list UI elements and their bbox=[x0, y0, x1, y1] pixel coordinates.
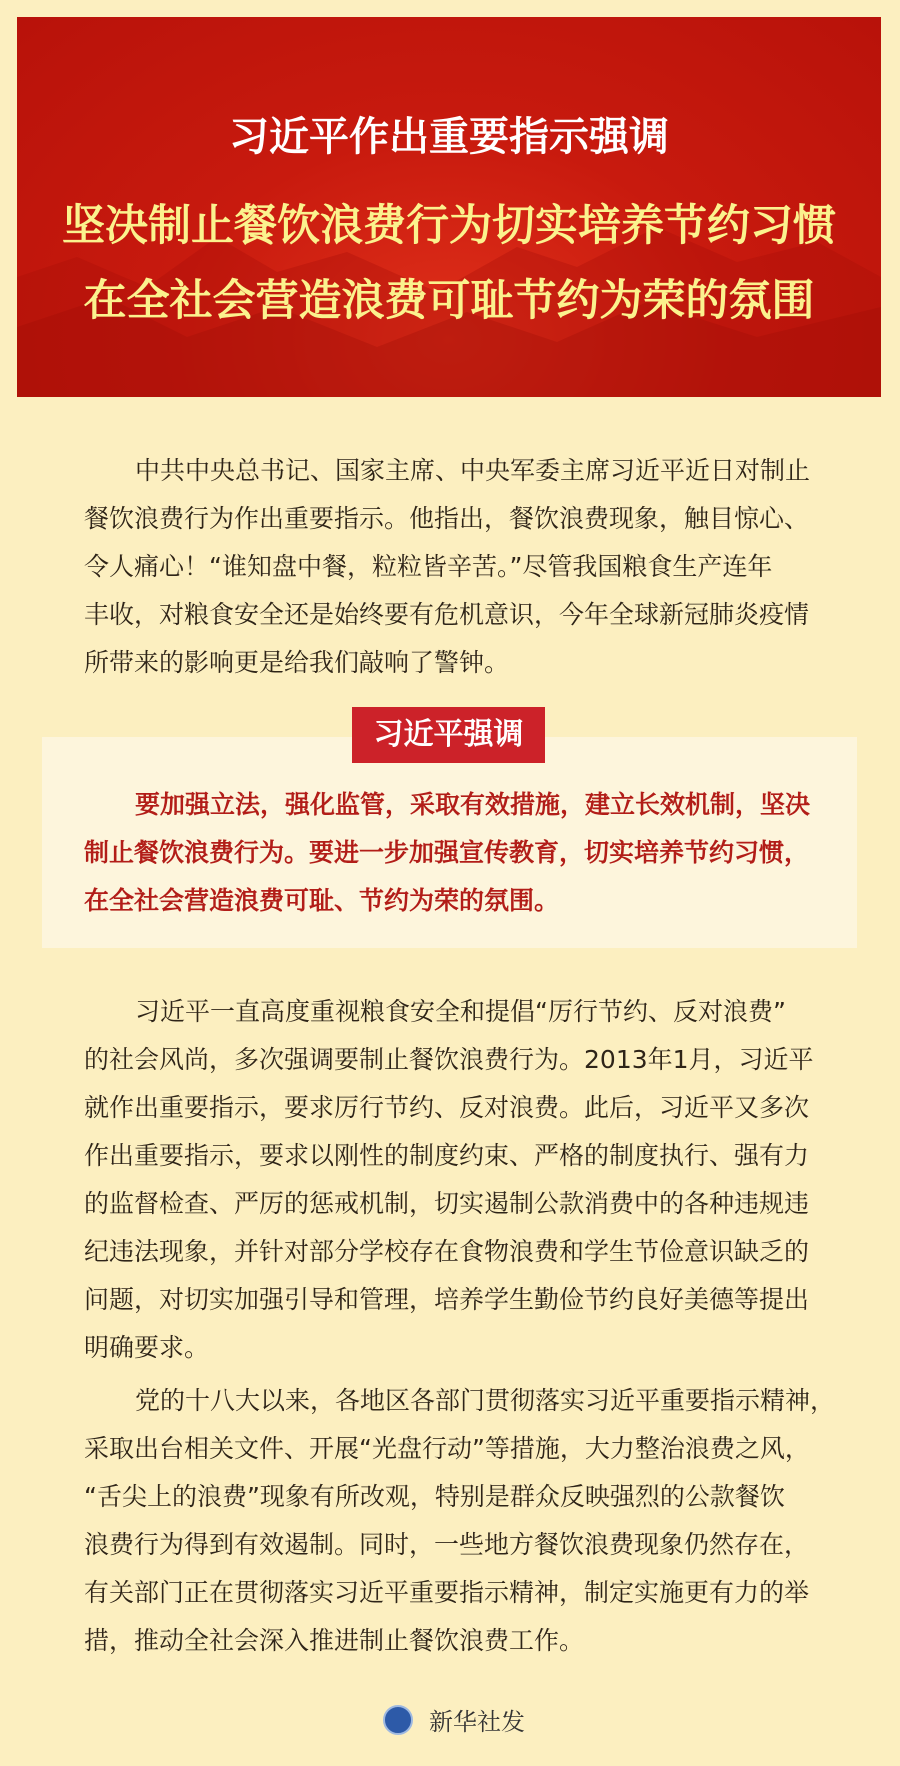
text-line: 习近平一直高度重视粮食安全和提倡“厉行节约、反对浪费” bbox=[135, 997, 786, 1026]
source-label: 新华社发 bbox=[429, 1708, 525, 1736]
text-line: 措，推动全社会深入推进制止餐饮浪费工作。 bbox=[84, 1626, 585, 1655]
text-line: 纪违法现象，并针对部分学校存在食物浪费和学生节俭意识缺乏的 bbox=[84, 1237, 810, 1266]
headline-title: 习近平作出重要指示强调 bbox=[229, 114, 669, 160]
header-banner bbox=[17, 17, 881, 397]
text-line: 的监督检查、严厉的惩戒机制，切实遏制公款消费中的各种违规违 bbox=[84, 1189, 810, 1218]
text-line: 令人痛心！“谁知盘中餐，粒粒皆辛苦。”尽管我国粮食生产连年 bbox=[84, 552, 773, 581]
text-line: 党的十八大以来，各地区各部门贯彻落实习近平重要指示精神， bbox=[135, 1386, 836, 1415]
text-line: 餐饮浪费行为作出重要指示。他指出，餐饮浪费现象，触目惊心、 bbox=[84, 504, 810, 533]
text-line: 问题，对切实加强引导和管理，培养学生勤俭节约良好美德等提出 bbox=[84, 1285, 810, 1314]
paragraph-progress bbox=[84, 1377, 836, 1665]
headline-subtitle-2: 在全社会营造浪费可耻节约为荣的氛围 bbox=[83, 276, 815, 326]
text-line: 所带来的影响更是给我们敲响了警钟。 bbox=[84, 648, 510, 677]
emphasis-badge: 习近平强调 bbox=[352, 707, 545, 763]
footer-credit bbox=[383, 1702, 525, 1737]
text-line: 采取出台相关文件、开展“光盘行动”等措施，大力整治浪费之风， bbox=[84, 1434, 810, 1463]
text-line: 有关部门正在贯彻落实习近平重要指示精神，制定实施更有力的举 bbox=[84, 1578, 810, 1607]
quote-line: 在全社会营造浪费可耻、节约为荣的氛围。 bbox=[84, 886, 560, 915]
quote-line: 要加强立法，强化监管，采取有效措施，建立长效机制，坚决 bbox=[135, 790, 811, 819]
quote-line: 制止餐饮浪费行为。要进一步加强宣传教育，切实培养节约习惯， bbox=[84, 838, 810, 867]
text-line: “舌尖上的浪费”现象有所改观，特别是群众反映强烈的公款餐饮 bbox=[84, 1482, 785, 1511]
headline-subtitle-1: 坚决制止餐饮浪费行为切实培养节约习惯 bbox=[62, 201, 836, 251]
text-line: 就作出重要指示，要求厉行节约、反对浪费。此后，习近平又多次 bbox=[84, 1093, 810, 1122]
xinhua-logo-icon bbox=[383, 1705, 413, 1735]
emphasis-quote bbox=[84, 781, 828, 925]
text-line: 作出重要指示，要求以刚性的制度约束、严格的制度执行、强有力 bbox=[84, 1141, 810, 1170]
text-line: 浪费行为得到有效遏制。同时，一些地方餐饮浪费现象仍然存在， bbox=[84, 1530, 810, 1559]
text-line: 中共中央总书记、国家主席、中央军委主席习近平近日对制止 bbox=[135, 456, 811, 485]
text-line: 丰收，对粮食安全还是始终要有危机意识，今年全球新冠肺炎疫情 bbox=[84, 600, 810, 629]
text-line: 明确要求。 bbox=[84, 1333, 210, 1362]
paragraph-history bbox=[84, 988, 828, 1372]
paragraph-intro bbox=[84, 447, 828, 687]
text-line: 的社会风尚，多次强调要制止餐饮浪费行为。2013年1月，习近平 bbox=[84, 1045, 814, 1074]
